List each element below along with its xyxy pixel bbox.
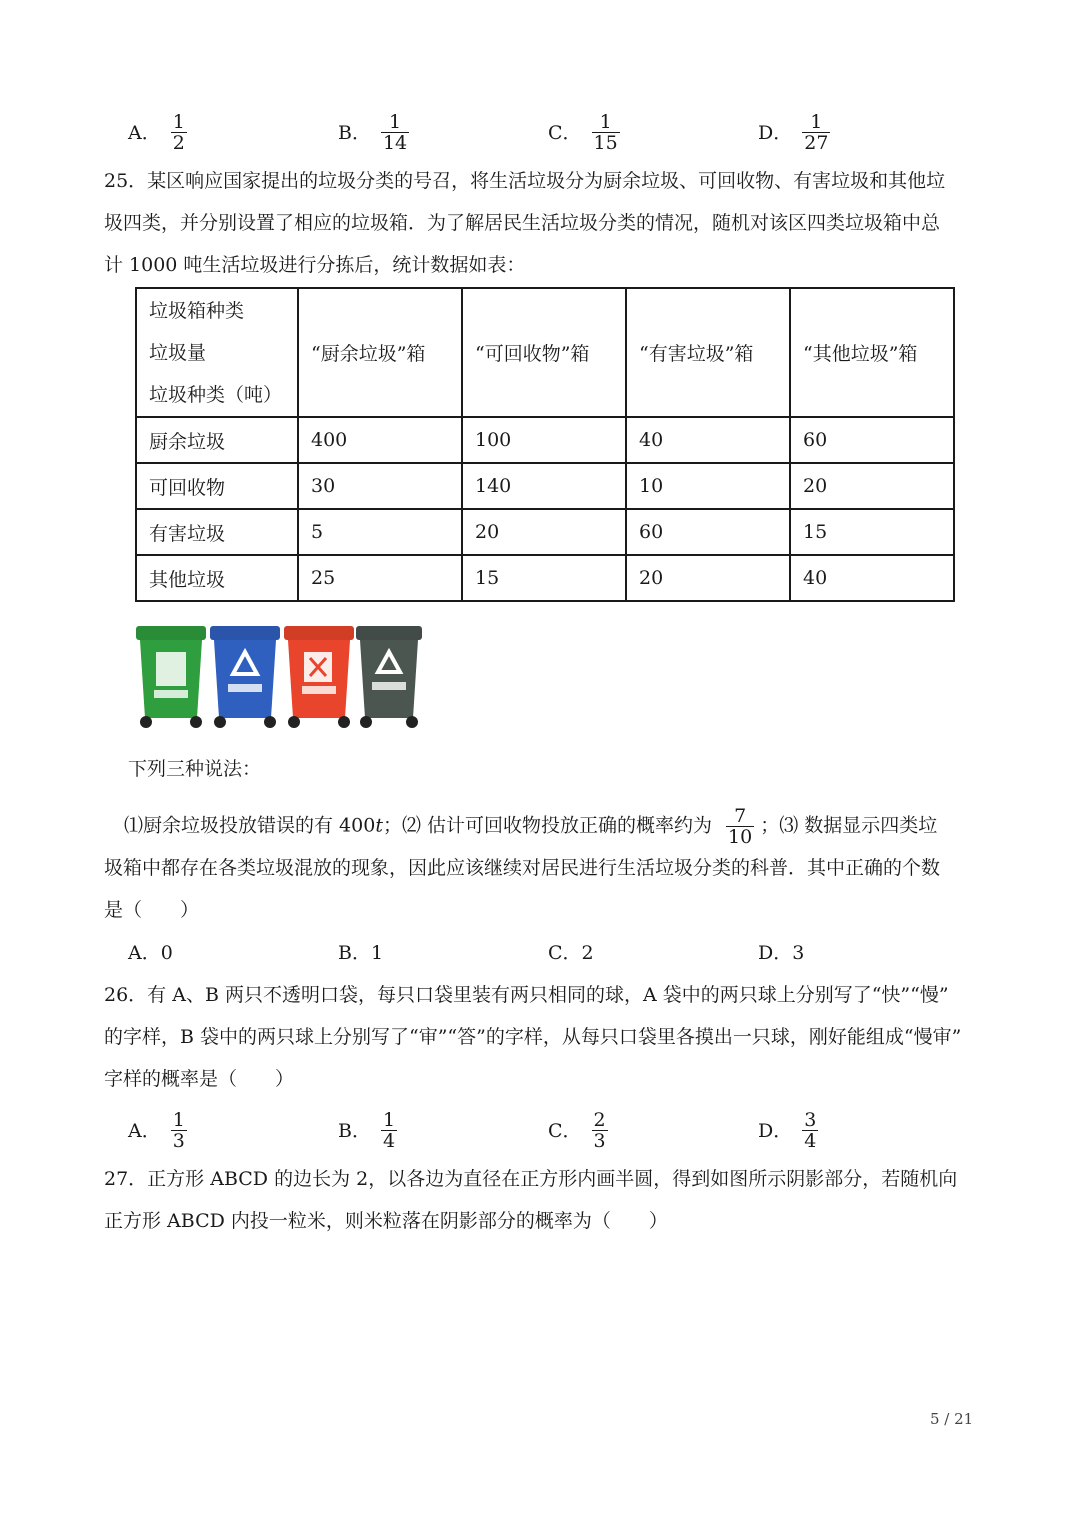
bin-gray xyxy=(356,626,422,728)
table-cell: 15 xyxy=(790,509,954,555)
table-cell: 20 xyxy=(790,463,954,509)
q25-line-3: 计 1000 吨生活垃圾进行分拣后，统计数据如表： xyxy=(104,254,526,276)
table-cell: 20 xyxy=(462,509,626,555)
statement-2: ；⑵ 估计可回收物投放正确的概率约为 xyxy=(382,814,712,837)
table-cell: 20 xyxy=(626,555,790,601)
column-header: “其他垃圾”箱 xyxy=(790,288,954,417)
q26-line-2: 的字样，B 袋中的两只球上分别写了“审”“答”的字样，从每只口袋里各摸出一只球，刚好能组成“慢审” xyxy=(104,1026,962,1048)
q25-option-b: B．1 xyxy=(338,942,384,964)
table-row xyxy=(136,509,954,555)
fraction-7-10: $\frac{7}{10}$ xyxy=(728,805,753,848)
q25-line-1: 25．某区响应国家提出的垃圾分类的号召，将生活垃圾分为厨余垃圾、可回收物、有害垃圾和其他垃 xyxy=(104,170,946,192)
table-header-row xyxy=(136,288,954,417)
header-left-line: 垃圾量 xyxy=(149,341,207,364)
table-cell: 40 xyxy=(626,417,790,463)
q27-line-1: 27．正方形 ABCD 的边长为 2，以各边为直径在正方形内画半圆，得到如图所示阴影部分，若随机向 xyxy=(104,1168,958,1190)
table-cell: 60 xyxy=(626,509,790,555)
q26-option-b: B． $\frac{1}{4}$ xyxy=(338,1109,396,1152)
table-cell: 5 xyxy=(298,509,462,555)
table-cell: 400 xyxy=(298,417,462,463)
table-cell: 10 xyxy=(626,463,790,509)
unit-t: t xyxy=(375,814,383,837)
table-cell: 100 xyxy=(462,417,626,463)
q26-option-c: C． $\frac{2}{3}$ xyxy=(548,1109,606,1152)
q24-option-b: B． $\frac{1}{14}$ xyxy=(338,111,408,154)
table-cell: 30 xyxy=(298,463,462,509)
row-header: 厨余垃圾 xyxy=(136,417,298,463)
header-left-line: 垃圾箱种类 xyxy=(149,299,245,322)
table-corner-header xyxy=(136,288,298,417)
q25-statements-line xyxy=(124,806,937,847)
table-cell: 40 xyxy=(790,555,954,601)
q25-intro: 下列三种说法： xyxy=(128,758,262,780)
page-number: 5 / 21 xyxy=(930,1410,974,1428)
statement-1: ⑴厨余垃圾投放错误的有 400 xyxy=(124,814,376,837)
q26-line-3: 字样的概率是（ ） xyxy=(104,1068,295,1090)
table-row xyxy=(136,417,954,463)
row-header: 可回收物 xyxy=(136,463,298,509)
column-header: “厨余垃圾”箱 xyxy=(298,288,462,417)
row-header: 其他垃圾 xyxy=(136,555,298,601)
table-cell: 60 xyxy=(790,417,954,463)
q25-option-d: D．3 xyxy=(758,942,805,964)
q25-line-b: 圾箱中都存在各类垃圾混放的现象，因此应该继续对居民进行生活垃圾分类的科普．其中正确的个数 xyxy=(104,857,941,879)
table-cell: 140 xyxy=(462,463,626,509)
header-left-line: 垃圾种类（吨） xyxy=(149,383,283,406)
column-header: “有害垃圾”箱 xyxy=(626,288,790,417)
table-row xyxy=(136,463,954,509)
table-cell: 25 xyxy=(298,555,462,601)
q25-option-a: A．0 xyxy=(128,942,173,964)
q24-option-c: C． $\frac{1}{15}$ xyxy=(548,111,618,154)
q24-option-d: D． $\frac{1}{27}$ xyxy=(758,111,829,154)
garbage-table xyxy=(135,287,955,602)
column-header: “可回收物”箱 xyxy=(462,288,626,417)
q26-option-d: D． $\frac{3}{4}$ xyxy=(758,1109,817,1152)
q24-option-a: A． $\frac{1}{2}$ xyxy=(128,111,185,154)
bin-red xyxy=(284,626,354,728)
bin-blue xyxy=(210,626,280,728)
q27-line-2: 正方形 ABCD 内投一粒米，则米粒落在阴影部分的概率为（ ） xyxy=(104,1210,668,1232)
q26-option-a: A． $\frac{1}{3}$ xyxy=(128,1109,185,1152)
bin-green xyxy=(136,626,206,728)
q26-line-1: 26．有 A、B 两只不透明口袋，每只口袋里装有两只相同的球，A 袋中的两只球上分别写了“快”“慢” xyxy=(104,984,949,1006)
garbage-bins-illustration xyxy=(132,622,424,732)
row-header: 有害垃圾 xyxy=(136,509,298,555)
q25-line-2: 圾四类，并分别设置了相应的垃圾箱．为了解居民生活垃圾分类的情况，随机对该区四类垃圾箱中总 xyxy=(104,212,941,234)
table-cell: 15 xyxy=(462,555,626,601)
statement-3: ；⑶ 数据显示四类垃 xyxy=(760,814,938,837)
q25-option-c: C．2 xyxy=(548,942,594,964)
q25-line-c: 是（ ） xyxy=(104,899,200,921)
table-row xyxy=(136,555,954,601)
